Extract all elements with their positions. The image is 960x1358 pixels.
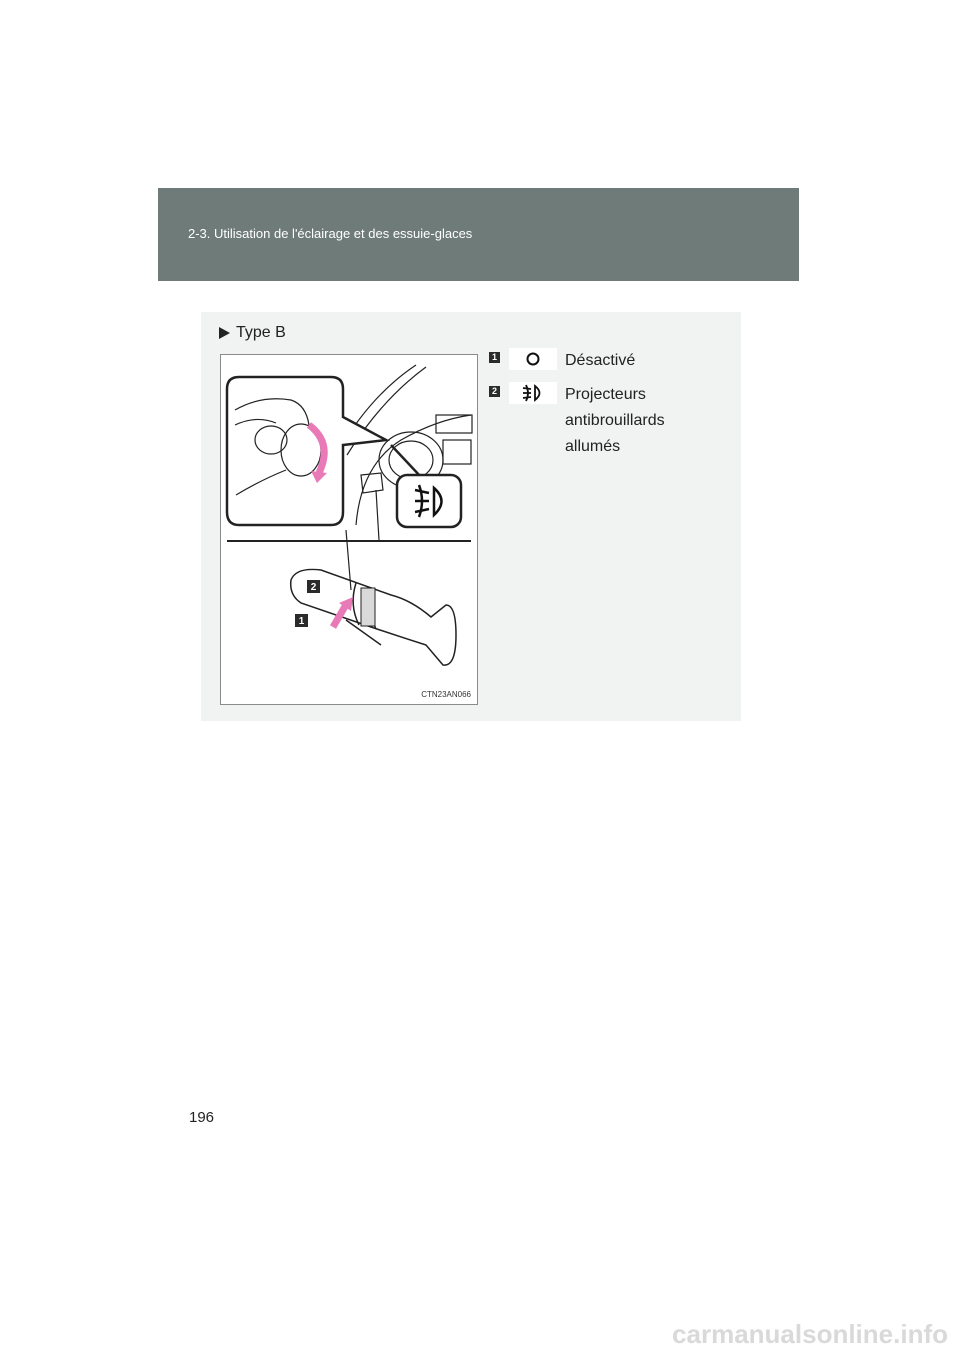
pointer-line [391, 445, 421, 477]
illustration [220, 354, 478, 705]
callout-2: 2 [310, 582, 317, 593]
legend-item-2 [489, 382, 665, 460]
legend-item-1 [489, 348, 635, 374]
callout-1: 1 [298, 616, 305, 627]
legend-line: Désactivé [565, 352, 636, 369]
figure-code: CTN23AN066 [421, 690, 471, 699]
legend-number: 2 [489, 386, 500, 397]
triangle-bullet-icon [219, 327, 230, 339]
page-number: 196 [189, 1109, 215, 1126]
legend-line: antibrouillards [565, 412, 665, 429]
type-label: Type B [236, 324, 286, 341]
footer-watermark: carmanualsonline.info [672, 1319, 948, 1349]
legend-text [565, 348, 635, 374]
type-heading [219, 324, 286, 342]
zoom-bubble [227, 377, 386, 525]
legend-text [565, 382, 665, 460]
section-title: 2-3. Utilisation de l'éclairage et des essuie-glaces [188, 226, 473, 241]
legend-line: allumés [565, 438, 621, 455]
legend-number: 1 [489, 352, 500, 363]
fog-light-switch-illustration [221, 355, 477, 704]
section-header [158, 188, 799, 281]
front-fog-light-icon [509, 382, 557, 404]
fog-light-off-icon [509, 348, 557, 370]
lever-ring [361, 588, 375, 626]
legend-line: Projecteurs [565, 386, 646, 403]
content-panel [201, 312, 741, 721]
